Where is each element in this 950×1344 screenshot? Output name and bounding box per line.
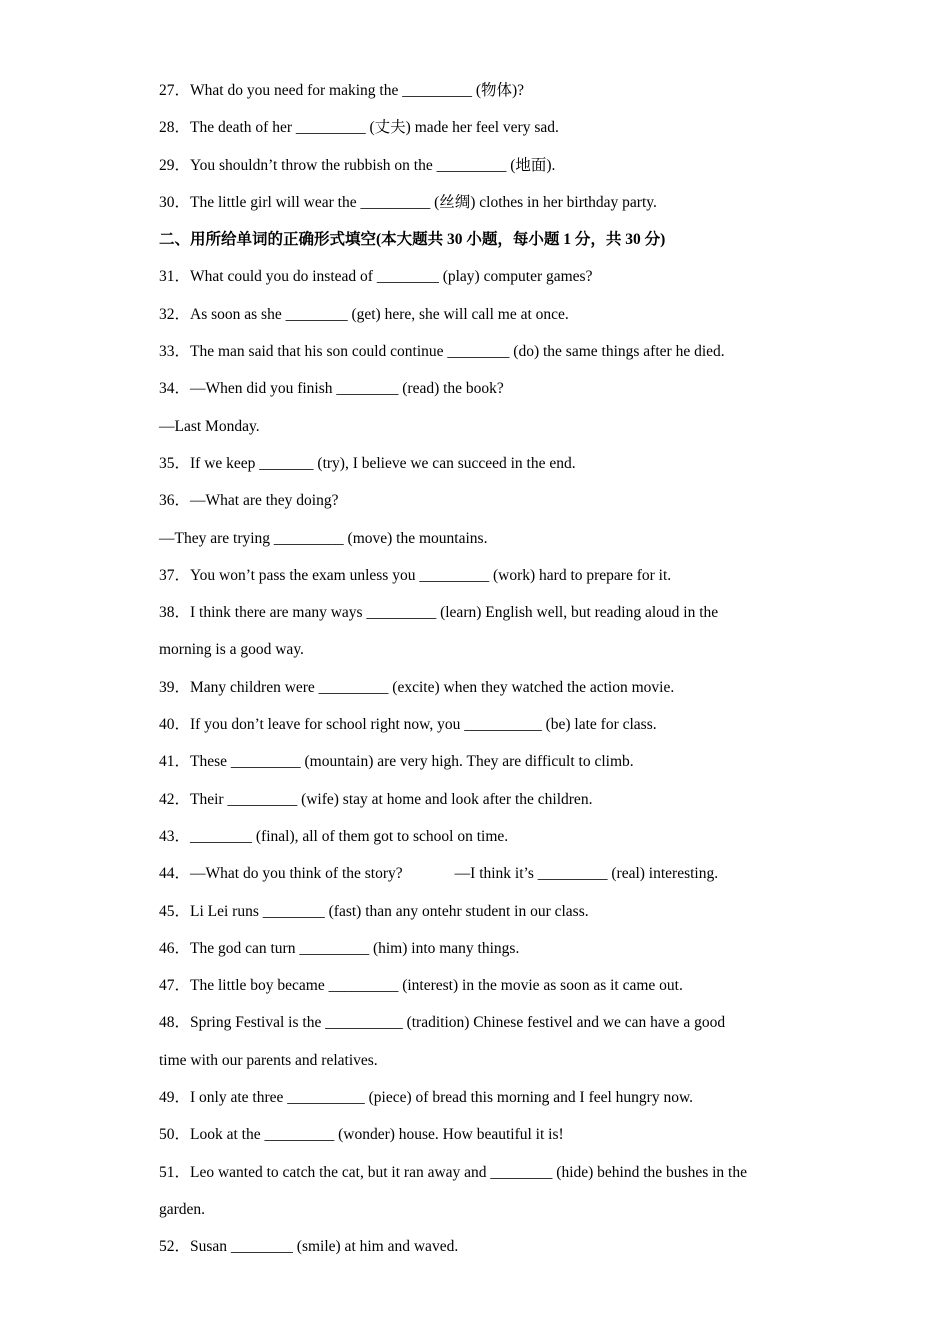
question-42: 42．Their _________ (wife) stay at home and look after the children.: [159, 790, 593, 808]
question-45: 45．Li Lei runs ________ (fast) than any ontehr student in our class.: [159, 902, 589, 920]
question-28: 28．The death of her _________ (丈夫) made her feel very sad.: [159, 119, 559, 137]
question-31: 31．What could you do instead of ________ (play) computer games?: [159, 268, 593, 286]
question-49: 49．I only ate three __________ (piece) of bread this morning and I feel hungry now.: [159, 1089, 694, 1107]
question-48-cont: time with our parents and relatives.: [159, 1051, 378, 1069]
question-50: 50．Look at the _________ (wonder) house. How beautiful it is!: [159, 1126, 564, 1144]
question-34-answer: —Last Monday.: [159, 417, 260, 435]
question-33: 33．The man said that his son could continue ________ (do) the same things after he died.: [159, 343, 725, 361]
question-43: 43．________ (final), all of them got to school on time.: [159, 827, 509, 845]
question-44-prompt: 44．—What do you think of the story?: [159, 865, 403, 883]
question-35: 35．If we keep _______ (try), I believe we can succeed in the end.: [159, 454, 576, 472]
question-44-answer: —I think it’s _________ (real) interesting.: [454, 865, 719, 883]
worksheet-page: [159, 72, 819, 1266]
question-38-cont: morning is a good way.: [159, 641, 304, 659]
question-41: 41．These _________ (mountain) are very high. They are difficult to climb.: [159, 753, 634, 771]
question-52: 52．Susan ________ (smile) at him and waved.: [159, 1238, 459, 1256]
question-32: 32．As soon as she ________ (get) here, she will call me at once.: [159, 305, 569, 323]
question-40: 40．If you don’t leave for school right now, you __________ (be) late for class.: [159, 716, 657, 734]
question-29: 29．You shouldn’t throw the rubbish on the _________ (地面).: [159, 156, 556, 174]
question-30: 30．The little girl will wear the _________ (丝绸) clothes in her birthday party.: [159, 193, 657, 211]
question-44: [159, 855, 819, 892]
question-39: 39．Many children were _________ (excite) when they watched the action movie.: [159, 678, 675, 696]
question-37: 37．You won’t pass the exam unless you _________ (work) hard to prepare for it.: [159, 566, 672, 584]
question-48: 48．Spring Festival is the __________ (tradition) Chinese festivel and we can have a good: [159, 1014, 726, 1032]
section-two-title: 二、用所给单词的正确形式填空(本大题共 30 小题，每小题 1 分，共 30 分): [159, 231, 666, 249]
question-47: 47．The little boy became _________ (interest) in the movie as soon as it came out.: [159, 977, 683, 995]
question-38: 38．I think there are many ways _________ (learn) English well, but reading aloud in the: [159, 604, 719, 622]
question-46: 46．The god can turn _________ (him) into many things.: [159, 939, 520, 957]
question-27: 27．What do you need for making the _________ (物体)?: [159, 82, 525, 99]
question-51: 51．Leo wanted to catch the cat, but it ran away and ________ (hide) behind the bushes in the: [159, 1163, 747, 1181]
question-36-answer: —They are trying _________ (move) the mountains.: [159, 529, 488, 547]
question-34: 34．—When did you finish ________ (read) the book?: [159, 380, 504, 398]
question-51-cont: garden.: [159, 1200, 206, 1218]
question-36: 36．—What are they doing?: [159, 492, 339, 510]
